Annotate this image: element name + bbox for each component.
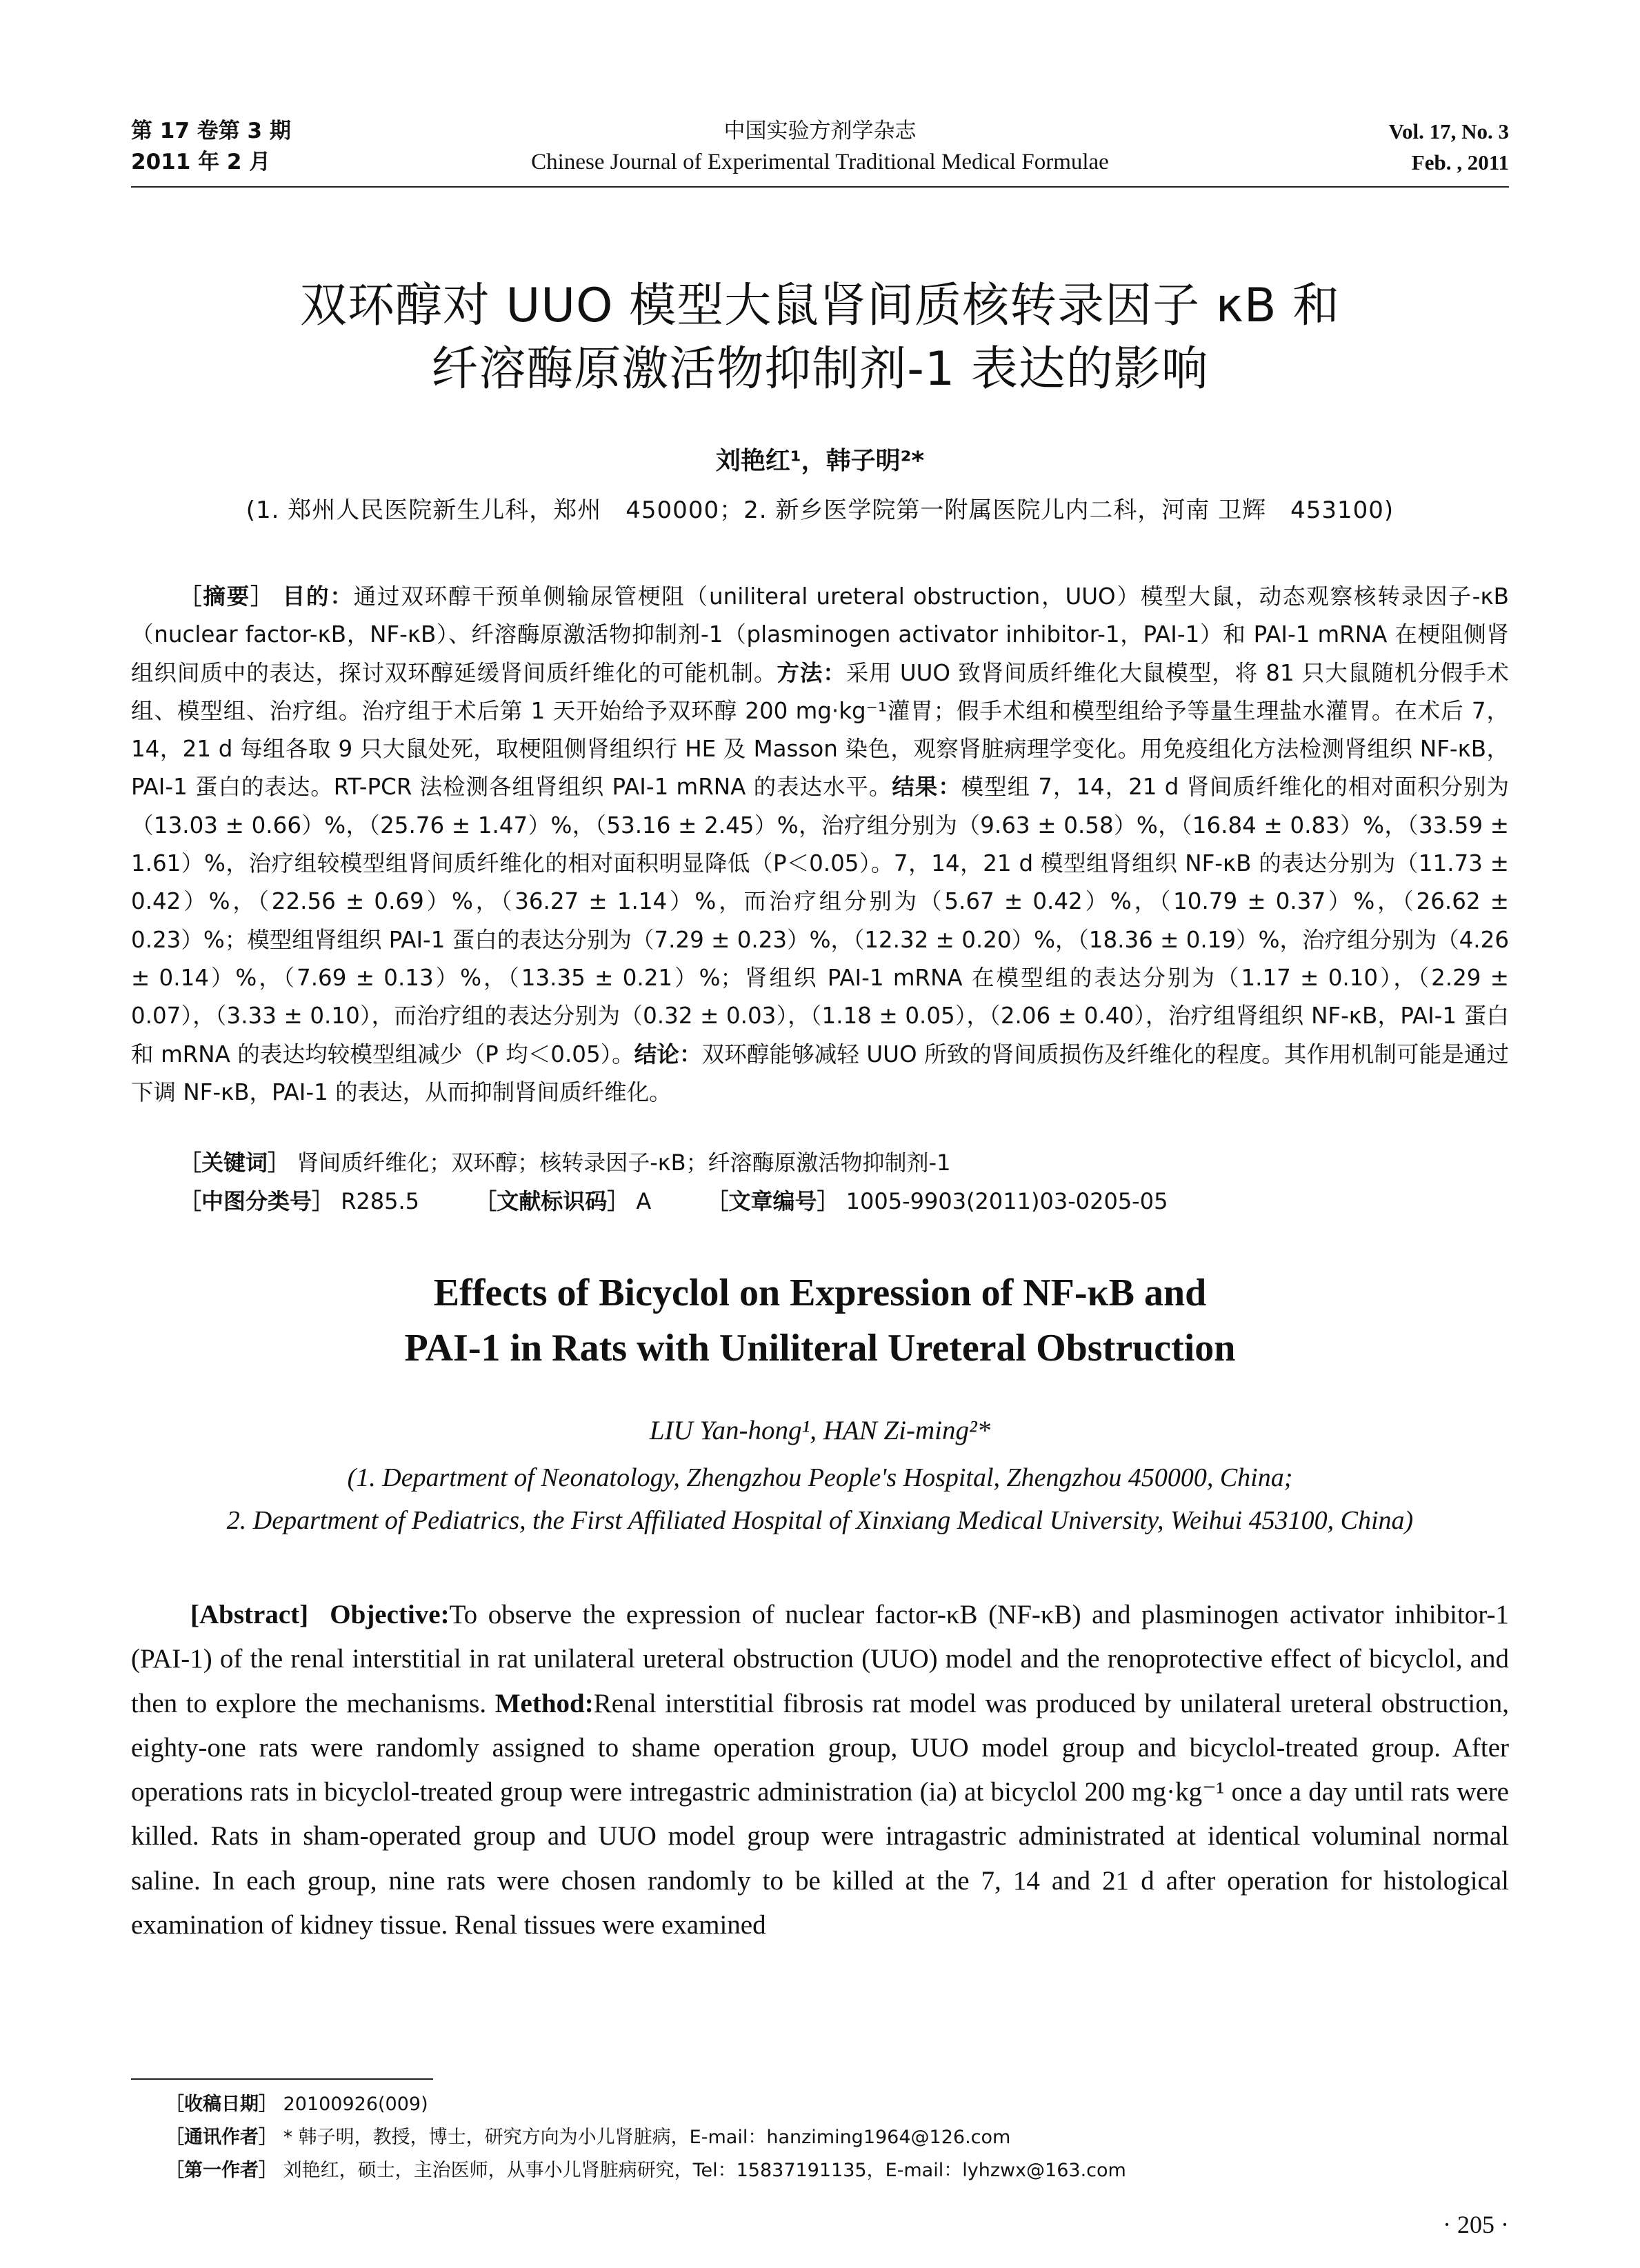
cn-affiliations: (1. 郑州人民医院新生儿科，郑州 450000；2. 新乡医学院第一附属医院儿内二科，河南 卫辉 453100): [246, 496, 1394, 524]
page-number: · 205 ·: [1443, 2211, 1509, 2238]
en-affiliations: [131, 1456, 1509, 1542]
cn-conclusion-label: 结论：: [634, 1041, 702, 1067]
cn-objective: 通过双环醇干预单侧输尿管梗阻（uniliteral ureteral obstruction，UUO）模型大鼠，动态观察核转录因子-κB（nuclear factor-κB，NF-κB）、纤溶酶原激活物抑制剂-1（plasminogen activator inhibitor-1，PAI-1）和 PAI-1 mRNA 在梗阻侧肾组织间质中的表达，探讨双环醇延缓肾间质纤维化的可能机制。: [131, 583, 1509, 686]
cn-clc-label: ［中图分类号］: [179, 1188, 334, 1214]
en-authors: LIU Yan-hong¹, HAN Zi-ming²*: [649, 1416, 991, 1445]
cn-objective-label: 目的：: [282, 583, 354, 610]
cn-articleno: 1005-9903(2011)03-0205-05: [846, 1188, 1168, 1214]
cn-authors: 刘艳红¹，韩子明²*: [715, 447, 925, 475]
cn-doccode: A: [636, 1188, 652, 1214]
header-volume-cn: 第 17 卷第 3 期: [131, 119, 291, 143]
en-objective-label: Objective:: [330, 1600, 450, 1629]
header-date-cn: 2011 年 2 月: [131, 150, 271, 174]
cn-method: 采用 UUO 致肾间质纤维化大鼠模型，将 81 只大鼠随机分假手术组、模型组、治疗组。治疗组于术后第 1 天开始给予双环醇 200 mg·kg⁻¹灌胃；假手术组和模型组给予等量生理盐水灌胃。在术后 7，14，21 d 每组各取 9 只大鼠处死，取梗阻侧肾组织行 HE 及 Masson 染色，观察肾脏病理学变化。用免疫组化方法检测肾组织 NF-κB，PAI-1 蛋白的表达。RT-PCR 法检测各组肾组织 PAI-1 mRNA 的表达水平。: [131, 659, 1509, 801]
footnote-first-author: [166, 2157, 1509, 2185]
cn-title-line1: 双环醇对 UUO 模型大鼠肾间质核转录因子 κB 和: [299, 279, 1341, 333]
en-objective: To observe the expression of nuclear factor-κB (NF-κB) and plasminogen activator inhibitor-1 (PAI-1) of the renal interstitial in rat unilateral ureteral obstruction (UUO) model and the renoprotective effect of bicyclol, and then to explore the mechanisms.: [131, 1600, 1509, 1718]
received-label: ［收稿日期］: [166, 2094, 277, 2115]
cn-abstract-label: ［摘要］: [179, 583, 274, 610]
en-title: [131, 1265, 1509, 1376]
header-rule: [131, 186, 1509, 188]
cn-conclusion: 双环醇能够减轻 UUO 所致的肾间质损伤及纤维化的程度。其作用机制可能是通过下调 NF-κB，PAI-1 的表达，从而抑制肾间质纤维化。: [131, 1041, 1509, 1105]
en-abstract: [131, 1593, 1509, 1947]
cn-classification-line: [179, 1185, 1509, 1218]
en-affiliation-2: 2. Department of Pediatrics, the First Affiliated Hospital of Xinxiang Medical University, Weihui 453100, China): [226, 1506, 1414, 1535]
header-center: [131, 116, 1509, 178]
footnote-corresponding: [166, 2124, 1509, 2151]
en-title-line2: PAI-1 in Rats with Uniliteral Ureteral Obstruction: [404, 1327, 1236, 1369]
corresponding-label: ［通讯作者］: [166, 2127, 277, 2148]
footnote-rule: [131, 2078, 433, 2080]
cn-title-line2: 纤溶酶原激活物抑制剂-1 表达的影响: [431, 342, 1209, 397]
header-right: [1388, 116, 1509, 178]
corresponding-author: * 韩子明，教授，博士，研究方向为小儿肾脏病，E-mail：hanziming1964@126.com: [283, 2127, 1011, 2148]
running-header: [131, 116, 1509, 178]
cn-articleno-label: ［文章编号］: [706, 1188, 839, 1214]
en-title-line1: Effects of Bicyclol on Expression of NF-κB and: [433, 1272, 1207, 1314]
en-method: Renal interstitial fibrosis rat model was produced by unilateral ureteral obstruction, eighty-one rats were randomly assigned to shame operation group, UUO model group and bicyclol-treated group. After operations rats in bicyclol-treated group were intregastric administration (ia) at bicyclol 200 mg·kg⁻¹ once a day until rats were killed. Rats in sham-operated group and UUO model group were intragastric administrated at identical voluminal normal saline. In each group, nine rats were chosen randomly to be killed at the 7, 14 and 21 d after operation for histological examination of kidney tissue. Renal tissues were examined: [131, 1688, 1509, 1940]
header-journal-cn: 中国实验方剂学杂志: [723, 119, 917, 143]
received-date: 20100926(009): [283, 2094, 428, 2115]
cn-result-label: 结果：: [892, 774, 961, 801]
cn-result: 模型组 7，14，21 d 肾间质纤维化的相对面积分别为（13.03 ± 0.66）%，（25.76 ± 1.47）%，（53.16 ± 2.45）%，治疗组分别为（9.63 ± 0.58）%，（16.84 ± 0.83）%，（33.59 ± 1.61）%，治疗组较模型组肾间质纤维化的相对面积明显降低（P＜0.05）。7，14，21 d 模型组肾组织 NF-κB 的表达分别为（11.73 ± 0.42）%，（22.56 ± 0.69）%，（36.27 ± 1.14）%，而治疗组分别为（5.67 ± 0.42）%，（10.79 ± 0.37）%，（26.62 ± 0.23）%；模型组肾组织 PAI-1 蛋白的表达分别为（7.29 ± 0.23）%，（12.32 ± 0.20）%，（18.36 ± 0.19）%，治疗组分别为（4.26 ± 0.14）%，（7.69 ± 0.13）%，（13.35 ± 0.21）%；肾组织 PAI-1 mRNA 在模型组的表达分别为（1.17 ± 0.10），（2.29 ± 0.07），（3.33 ± 0.10），而治疗组的表达分别为（0.32 ± 0.03），（1.18 ± 0.05），（2.06 ± 0.40），治疗组肾组织 NF-κB，PAI-1 蛋白和 mRNA 的表达均较模型组减少（P 均＜0.05）。: [131, 774, 1509, 1067]
cn-keywords-label: ［关键词］: [179, 1150, 290, 1176]
first-author-label: ［第一作者］: [166, 2160, 277, 2181]
cn-keywords-line: [179, 1146, 1509, 1179]
header-journal-en: Chinese Journal of Experimental Traditional Medical Formulae: [531, 150, 1109, 174]
cn-clc: R285.5: [341, 1188, 420, 1214]
first-author: 刘艳红，硕士，主治医师，从事小儿肾脏病研究，Tel：15837191135，E-mail：lyhzwx@163.com: [283, 2160, 1126, 2181]
cn-title: [131, 274, 1509, 401]
cn-abstract: [131, 578, 1509, 1112]
en-affiliation-1: (1. Department of Neonatology, Zhengzhou People's Hospital, Zhengzhou 450000, China;: [347, 1463, 1293, 1492]
header-volume-en: Vol. 17, No. 3: [1388, 119, 1509, 143]
en-abstract-label: [Abstract]: [190, 1600, 309, 1629]
cn-method-label: 方法：: [777, 659, 846, 686]
footnote-received: [166, 2091, 1509, 2118]
cn-keywords: 肾间质纤维化；双环醇；核转录因子-κB；纤溶酶原激活物抑制剂-1: [297, 1150, 951, 1176]
en-method-label: Method:: [494, 1688, 594, 1718]
cn-doccode-label: ［文献标识码］: [474, 1188, 630, 1214]
header-date-en: Feb. , 2011: [1411, 150, 1509, 174]
